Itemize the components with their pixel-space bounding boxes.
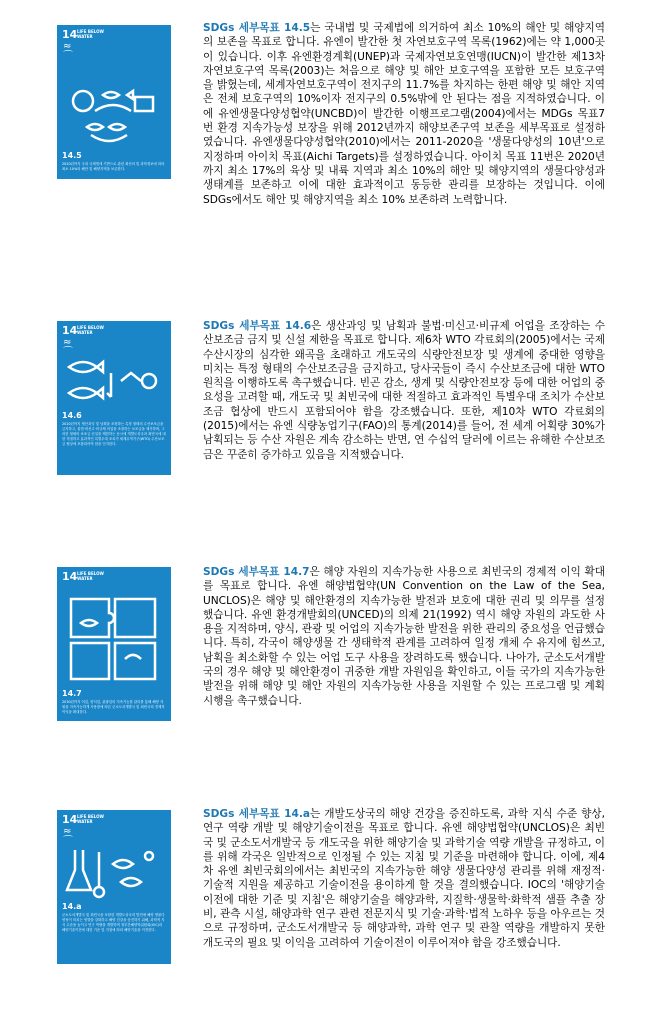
target-heading: SDGs 세부목표 14.7 <box>203 566 310 578</box>
sdg-target-card <box>57 321 171 475</box>
goal-title: LIFE BELOW WATER <box>77 814 104 824</box>
sdg-target-card <box>57 810 171 964</box>
goal-number: 14 <box>62 813 78 826</box>
target-body: 은 생산과잉 및 남획과 불법·미신고·비규제 어업을 조장하는 수산보조금 금지 및 신설 제한을 목표로 합니다. 제6차 WTO 각료회의(2005)에서는 국제 수산시장의 심각한 왜곡을 초래하고 개도국의 식량안전보장 및 생계에 중대한 영향을 미치는 특정 형태의 수산보조금을 금지하고, 당사국들이 즉시 수산보조금에 대한 WTO 원칙을 이행하도록 촉구했습니다. 빈곤 감소, 생계 및 식량안전보장 등에 대한 어업의 중요성을 고려할 때, 개도국 및 최빈국에 대한 적절하고 효과적인 특별우대 조치가 수산보조금 협상에 반드시 포함되어야 함을 강조했습니다. 또한, 제10차 WTO 각료회의(2015)에서는 유엔 식량농업기구(FAO)의 통계(2014)를 들어, 전 세계 어획량 30%가 남획되는 등 수산 자원은 계속 감소하는 반면, 연 수십억 달러에 이르는 유해한 수산보조금은 꾸준히 증가하고 있음을 지적했습니다. <box>203 320 605 461</box>
target-number: 14.7 <box>62 689 82 698</box>
target-paragraph <box>203 807 605 950</box>
goal-number: 14 <box>62 28 78 41</box>
goal-title: LIFE BELOW WATER <box>77 29 104 39</box>
wave-icon: ≈ ⌒ <box>63 337 73 358</box>
target-description: 2020년까지 생산과잉 및 남획을 조장하는 특정 형태의 수산보조금을 금지하고, 불법·비신고·비규제 어업을 조장하는 보조금을 제거하며, 그러한 형태의 보조금 신설을 제한하는 동시에 개발도상국과 최빈국에 대한 적절하고 효과적인 특별우대 조치가 세계무역기구(WTO) 수산보조금 협상에 포함되어야 함을 인지한다. <box>62 422 166 446</box>
goal-title: LIFE BELOW WATER <box>77 571 104 581</box>
puzzle-icon <box>65 593 163 683</box>
target-number: 14.6 <box>62 411 82 420</box>
wave-icon: ≈ ⌒ <box>63 41 73 62</box>
target-number: 14.a <box>62 902 82 911</box>
goal-number: 14 <box>62 570 78 583</box>
target-heading: SDGs 세부목표 14.5 <box>203 22 311 34</box>
goal-title: LIFE BELOW WATER <box>77 325 104 335</box>
wave-icon: ≈ ⌒ <box>63 826 73 847</box>
target-description: 2030년까지 어업, 양식업, 관광업의 지속가능한 관리를 통해 해양 자원을 지속가능하게 사용함에 따른 군소도서개발국 및 최빈국의 경제적 이익을 확대한다. <box>62 700 165 714</box>
target-body: 은 해양 자원의 지속가능한 사용으로 최빈국의 경제적 이익 확대를 목표로 합니다. 유엔 해양법협약(UN Convention on the Law of the Sea, UNCLOS)은 해양 및 해안환경의 지속가능한 발전과 보호에 대한 권리 및 의무를 설정했습니다. 유엔 환경개발회의(UNCED)의 의제 21(1992) 역시 해양 자원의 과도한 사용을 지적하며, 양식, 관광 및 어업의 지속가능한 발전을 위한 관리의 중요성을 언급했습니다. 특히, 각국이 해양생물 간 생태학적 관계를 고려하여 일정 개체 수 유지에 힘쓰고, 남획을 최소화할 수 있는 어업 도구 사용을 장려하도록 했습니다. 나아가, 군소도서개발국의 경우 해양 및 해안환경이 귀중한 개발 자원임을 확인하고, 이들 국가의 지속가능한 발전을 위해 해양 및 해안 자원의 지속가능한 사용을 지원할 수 있는 프로그램 및 계획 시행을 촉구했습니다. <box>203 566 605 707</box>
target-paragraph <box>203 319 605 462</box>
target-heading: SDGs 세부목표 14.6 <box>203 320 312 332</box>
target-heading: SDGs 세부목표 14.a <box>203 808 311 820</box>
target-body: 는 개발도상국의 해양 건강을 증진하도록, 과학 지식 수준 향상, 연구 역량 개발 및 해양기술이전을 목표로 합니다. 유엔 해양법협약(UNCLOS)은 최빈국 및 군소도서개발국 등 개도국을 위한 해양기술 및 과학기술 역량 개발을 규정하고, 이를 위해 각국은 일반적으로 인정될 수 있는 지침 및 기준을 마련해야 합니다. 이에, 제4차 유엔 최빈국회의에서는 최빈국의 지속가능한 해양 생물다양성 관리를 위해 재정적·기술적 지원을 제공하고 기술이전을 용이하게 할 것을 결의했습니다. IOC의 '해양기술이전에 대한 기준 및 지침'은 해양기술을 해양과학, 지질학·생물학·화학적 샘플 추출 장비, 관측 시설, 해양과학 연구 관련 전문지식 및 기술·과학·법적 노하우 등을 아우르는 것으로 규정하며, 군소도서개발국 등 해양과학, 과학 연구 및 관찰 역량을 개발하지 못한 개도국의 필요 및 이익을 고려하여 기술이전이 이루어져야 함을 강조했습니다. <box>203 808 605 949</box>
target-body: 는 국내법 및 국제법에 의거하여 최소 10%의 해안 및 해양지역의 보존을 목표로 합니다. 유엔이 발간한 첫 자연보호구역 목록(1962)에는 약 1,000곳이 있습니다. 이후 유엔환경계획(UNEP)과 국제자연보호연맹(IUCN)이 발간한 제13차 자연보호구역 목록(2003)는 처음으로 해양 및 해안 보호구역을 포함한 모든 보호구역을 밝혔는데, 세계자연보호구역이 전지구의 11.7%를 차지하는 한편 해양 및 해안 지역은 전체 보호구역의 10%이자 전지구의 0.5%밖에 안 된다는 점을 지적하였습니다. 이에 유엔생물다양성협약(UNCBD)이 발간한 이행프로그램(2004)에서는 MDGs 목표7번 환경 지속가능성 보장을 위해 2012년까지 해양보존구역 보존을 세부목표로 설정하였습니다. 유엔생물다양성협약(2010)에서는 2011-2020을 '생물다양성의 10년'으로 지정하며 아이치 목표(Aichi Targets)를 설정하였습니다. 아이치 목표 11번은 2020년까지 최소 17%의 육상 및 내륙 지역과 최소 10%의 해안 및 해양지역의 생물다양성과 생태계를 보존하고 이에 대한 효과적이고 동등한 관리를 보장하는 것입니다. 이에 SDGs에서도 해안 및 해양지역을 최소 10% 보존하려 노력합니다. <box>203 22 606 206</box>
target-description: 군소도서개발국 및 최빈국을 포함한 개발도상국의 발전에 해양 생물다양성이 미치는 영향을 강화하고 해양 건강을 증진하기 위해, 과학적 지식 수준을 높이고 연구 역량을 개발하며 정부간해양학위원회(IOC)의 해양기술이전에 대한 기준 및 지침에 따라 해양기술을 이전한다. <box>62 913 165 932</box>
target-paragraph <box>203 565 605 708</box>
target-description: 2020년까지 국내 국제법에 기반으로 관련 최선의 및 과학정보에 따라 최소 10%의 해안 및 해양지역을 보존한다. <box>62 162 165 171</box>
goal-number: 14 <box>62 324 78 337</box>
target-number: 14.5 <box>62 151 82 160</box>
target-paragraph <box>203 21 605 207</box>
sdg-target-card <box>57 567 171 721</box>
sdg-target-card <box>57 25 171 179</box>
